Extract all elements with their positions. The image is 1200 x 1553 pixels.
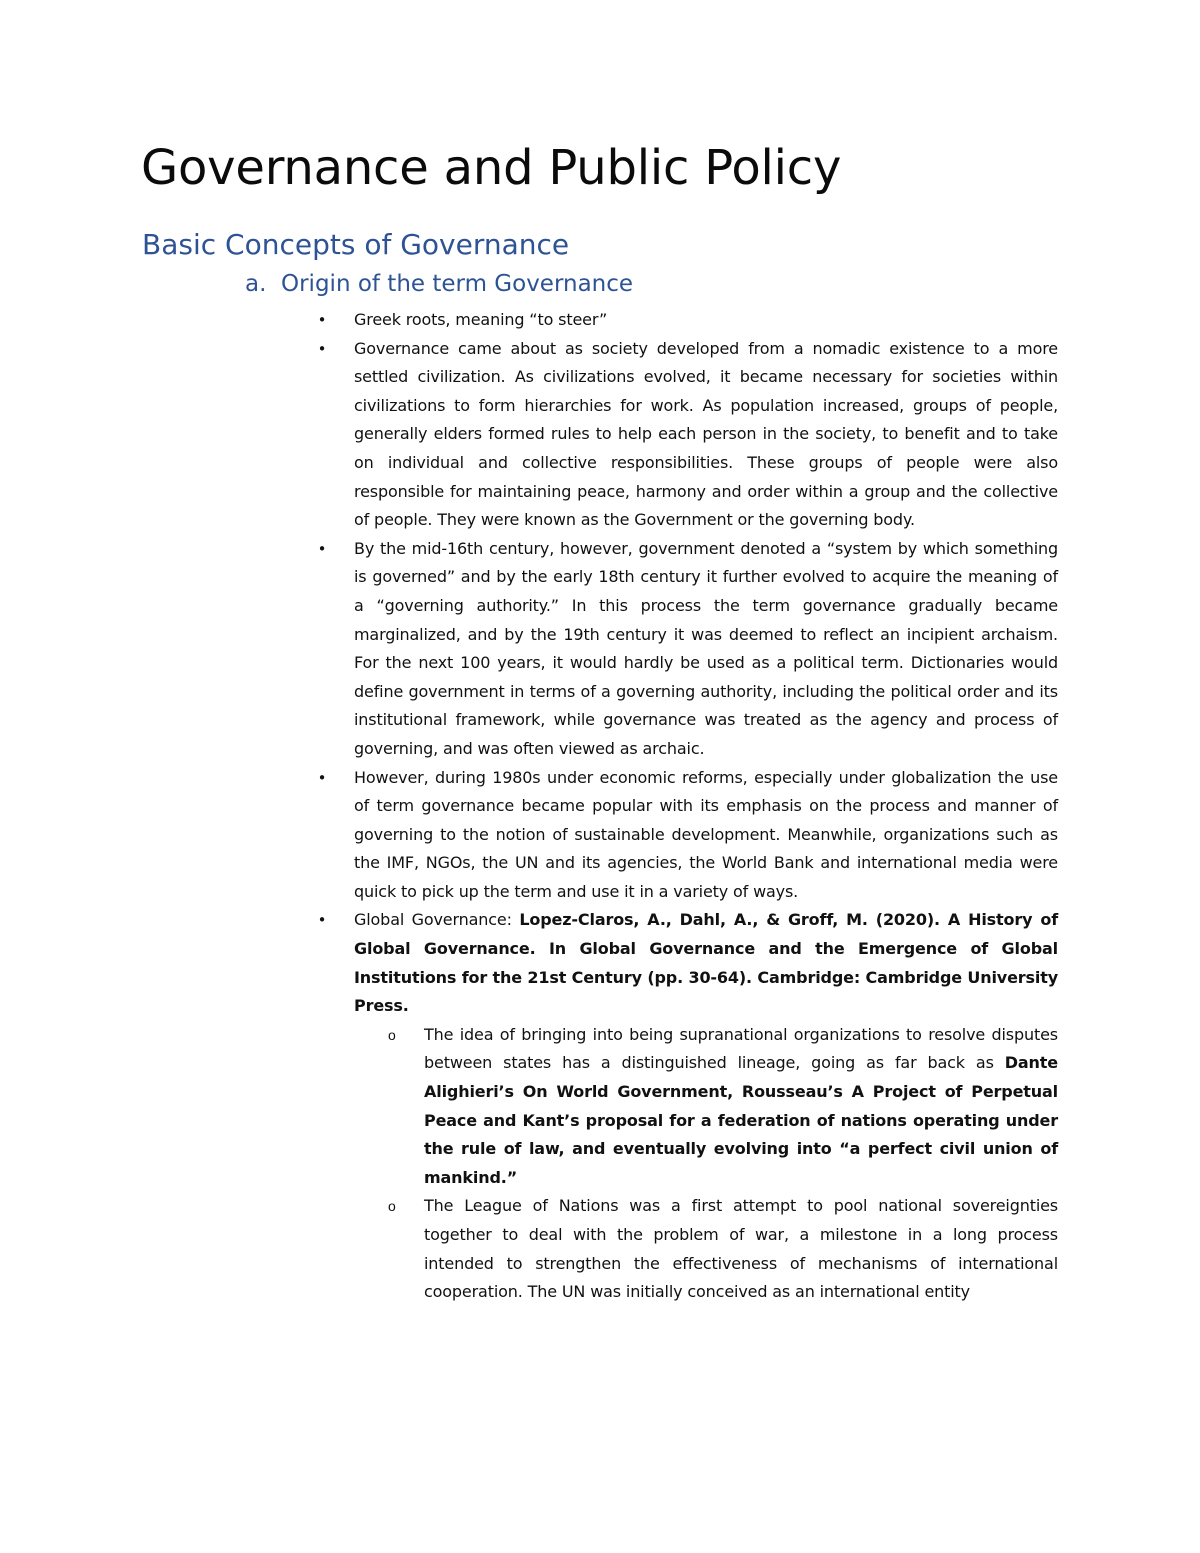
- list-item: [317, 535, 1058, 764]
- list-item: [317, 335, 1058, 535]
- global-governance-label: Global Governance:: [354, 910, 520, 930]
- list-item: [317, 906, 1059, 1306]
- list-item: [317, 764, 1058, 907]
- bullet-icon: •: [317, 539, 327, 558]
- subsection-marker: a.: [245, 271, 267, 297]
- sub-list-item: [388, 1021, 1058, 1193]
- bullet-icon: •: [317, 339, 327, 358]
- circle-bullet-icon: o: [388, 1026, 396, 1043]
- section-heading: Basic Concepts of Governance: [142, 228, 570, 261]
- sub-list-item-text: The League of Nations was a first attempt to pool national sovereignties together to deal with the problem of war, a milestone in a long process intended to strengthen the effectiveness of mechanisms of international cooperation. The UN was initially conceived as an international entity: [424, 1196, 1058, 1302]
- list-item-text: Greek roots, meaning “to steer”: [354, 310, 608, 329]
- sub-list-item: [388, 1192, 1058, 1306]
- list-item-text: Governance came about as society developed from a nomadic existence to a more settled civilization. As civilizations evolved, it became necessary for societies within civilizations to form hierarchies for work. As population increased, groups of people, generally elders formed rules to help each person in the society, to benefit and to take on individual and collective responsibilities. These groups of people were also responsible for maintaining peace, harmony and order within a group and the collective of people. They were known as the Government or the governing body.: [354, 338, 1058, 530]
- bullet-icon: •: [317, 311, 327, 329]
- bullet-icon: •: [317, 911, 327, 930]
- subsection-heading: [245, 271, 633, 299]
- bullet-list: [317, 306, 1059, 1307]
- list-item: [317, 306, 1058, 335]
- citation-text: Lopez-Claros, A., Dahl, A., & Groff, M. (2020). A History of Global Governance. In Global Governance and the Emergence of Global Institutions for the 21st Century (pp. 30-64). Cambridge: Cambridge University Press.: [354, 910, 1059, 1016]
- sub-list-item-text: The idea of bringing into being supranational organizations to resolve disputes between states has a distinguished lineage, going as far back as: [424, 1024, 1058, 1073]
- sub-bullet-list: [354, 1021, 1058, 1307]
- bullet-icon: •: [317, 768, 327, 787]
- circle-bullet-icon: o: [388, 1198, 396, 1215]
- list-item-text: However, during 1980s under economic reforms, especially under globalization the use of term governance became popular with its emphasis on the process and manner of governing to the notion of sustainable development. Meanwhile, organizations such as the IMF, NGOs, the UN and its agencies, the World Bank and international media were quick to pick up the term and use it in a variety of ways.: [354, 767, 1058, 901]
- sub-list-item-bold: Dante Alighieri’s On World Government, Rousseau’s A Project of Perpetual Peace and Kant’s proposal for a federation of nations operating under the rule of law, and eventually evolving into “a perfect civil union of mankind.”: [424, 1053, 1058, 1187]
- list-item-text: By the mid-16th century, however, government denoted a “system by which something is governed” and by the early 18th century it further evolved to acquire the meaning of a “governing authority.” In this process the term governance gradually became marginalized, and by the 19th century it was deemed to reflect an incipient archaism. For the next 100 years, it would hardly be used as a political term. Dictionaries would define government in terms of a governing authority, including the political order and its institutional framework, while governance was treated as the agency and process of governing, and was often viewed as archaic.: [354, 538, 1058, 758]
- document-title: Governance and Public Policy: [141, 140, 842, 196]
- subsection-heading-text: Origin of the term Governance: [281, 271, 634, 297]
